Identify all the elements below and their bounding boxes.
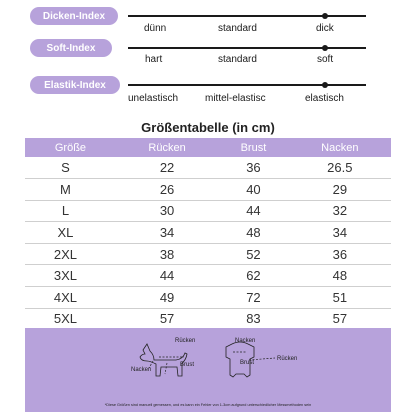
elasticity-option-elastic: elastisch bbox=[305, 93, 344, 104]
measurement-guide-illustration bbox=[25, 328, 391, 412]
chest-cell: 62 bbox=[218, 265, 288, 287]
table-row bbox=[25, 243, 391, 265]
size-cell: 4XL bbox=[25, 287, 116, 309]
table-row bbox=[25, 200, 391, 222]
thickness-index-track bbox=[128, 15, 366, 17]
chest-cell: 72 bbox=[218, 287, 288, 309]
dog-chest-label: Brust bbox=[180, 362, 195, 368]
dog-neck-label: Nacken bbox=[131, 367, 152, 373]
header-back: Rücken bbox=[116, 138, 218, 157]
size-cell: 3XL bbox=[25, 265, 116, 287]
garment-chest-label: Brust bbox=[240, 360, 255, 366]
elasticity-index bbox=[0, 76, 416, 116]
thickness-option-thick: dick bbox=[316, 23, 334, 34]
garment-back-label: Rücken bbox=[277, 356, 298, 362]
back-cell: 49 bbox=[116, 287, 218, 309]
size-cell: M bbox=[25, 179, 116, 201]
back-cell: 30 bbox=[116, 200, 218, 222]
size-table-title: Größentabelle (in cm) bbox=[141, 120, 275, 135]
table-row bbox=[25, 287, 391, 309]
back-cell: 57 bbox=[116, 308, 218, 330]
chest-measure-line bbox=[165, 363, 167, 374]
back-cell: 34 bbox=[116, 222, 218, 244]
back-cell: 44 bbox=[116, 265, 218, 287]
thickness-index-label: Dicken-Index bbox=[30, 7, 118, 25]
elasticity-index-label: Elastik-Index bbox=[30, 76, 120, 94]
softness-option-standard: standard bbox=[218, 54, 257, 65]
size-table bbox=[25, 138, 391, 330]
softness-option-soft: soft bbox=[317, 54, 334, 65]
neck-cell: 34 bbox=[289, 222, 391, 244]
neck-cell: 57 bbox=[289, 308, 391, 330]
elasticity-option-inelastic: unelastisch bbox=[128, 93, 179, 104]
table-row bbox=[25, 265, 391, 287]
chest-cell: 36 bbox=[218, 157, 288, 179]
chest-cell: 44 bbox=[218, 200, 288, 222]
size-table-header-row bbox=[25, 138, 391, 157]
size-cell: S bbox=[25, 157, 116, 179]
neck-cell: 36 bbox=[289, 243, 391, 265]
size-cell: L bbox=[25, 200, 116, 222]
neck-cell: 51 bbox=[289, 287, 391, 309]
thickness-option-thin: dünn bbox=[144, 23, 167, 34]
header-chest: Brust bbox=[218, 138, 288, 157]
elasticity-index-marker bbox=[322, 82, 328, 88]
thickness-option-standard: standard bbox=[218, 23, 257, 34]
measurement-footnote: *Diese Größen sind manuell gemessen, und es kann ein Fehler von 1-3cm aufgrund unterschiedlicher Messmethoden sein bbox=[104, 403, 312, 407]
neck-cell: 32 bbox=[289, 200, 391, 222]
dog-back-label: Rücken bbox=[175, 338, 196, 344]
chest-cell: 83 bbox=[218, 308, 288, 330]
elasticity-option-medium: mittel-elastisc bbox=[205, 93, 266, 104]
table-row bbox=[25, 179, 391, 201]
softness-option-hard: hart bbox=[145, 54, 163, 65]
table-row bbox=[25, 157, 391, 179]
size-cell: 2XL bbox=[25, 243, 116, 265]
back-cell: 26 bbox=[116, 179, 218, 201]
neck-cell: 48 bbox=[289, 265, 391, 287]
chest-cell: 48 bbox=[218, 222, 288, 244]
header-size: Größe bbox=[25, 138, 116, 157]
chest-cell: 52 bbox=[218, 243, 288, 265]
table-row bbox=[25, 308, 391, 330]
size-cell: 5XL bbox=[25, 308, 116, 330]
softness-index-marker bbox=[322, 45, 328, 51]
size-cell: XL bbox=[25, 222, 116, 244]
header-neck: Nacken bbox=[289, 138, 391, 157]
elasticity-index-track bbox=[128, 84, 366, 86]
neck-cell: 26.5 bbox=[289, 157, 391, 179]
softness-index bbox=[0, 38, 416, 78]
garment-neck-label: Nacken bbox=[235, 338, 256, 344]
neck-cell: 29 bbox=[289, 179, 391, 201]
back-cell: 22 bbox=[116, 157, 218, 179]
table-row bbox=[25, 222, 391, 244]
measurement-guide bbox=[25, 328, 391, 412]
back-cell: 38 bbox=[116, 243, 218, 265]
softness-index-label: Soft-Index bbox=[30, 39, 112, 57]
thickness-index-marker bbox=[322, 13, 328, 19]
softness-index-track bbox=[128, 47, 366, 49]
chest-cell: 40 bbox=[218, 179, 288, 201]
